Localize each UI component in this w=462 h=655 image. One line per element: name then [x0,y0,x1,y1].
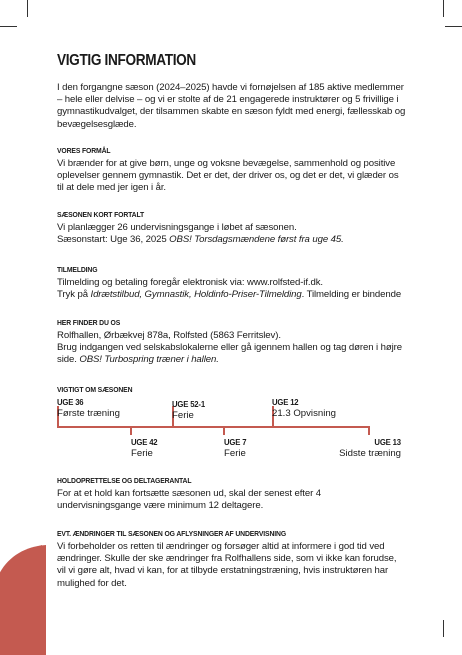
crop-mark [445,26,462,27]
section-text: Vi planlægger 26 undervisningsgange i løbet af sæsonen. Sæsonstart: Uge 36, 2025 OBS! Torsdagsmændene først fra uge 45. [57,222,344,246]
section-heading: HOLDOPRETTELSE OG DELTAGERANTAL [57,476,192,485]
section-text: Vi brænder for at give børn, unge og voksne bevægelse, sammenhold og positive oplevelser gennem gymnastik. Det er det, der driver os, og det er det, vi glæder os til at dele med jer igen i år. [57,158,399,194]
section-saesonen [57,210,407,246]
section-text: Tilmelding og betaling foregår elektronisk via: www.rolfsted-if.dk. Tryk på Idrætstilbud, Gymnastik, Holdinfo-Priser-Tilmelding. Tilmelding er bindende [57,277,402,301]
section-heading: SÆSONEN KORT FORTALT [57,210,145,219]
timeline-item: UGE 36 Første træning [57,397,120,419]
section-text: Vi forbeholder os retten til ændringer og forsøger altid at informere i god tid ved ændringer. Skulle der ske ændringer fra Rolfhallens side, som vi ikke kan forudse, vil vi gøre alt, hvad vi kan, for at tilbyde erstatningstræning, hvis instruktøren har mulighed for det. [57,541,397,589]
decorative-shape [0,545,54,655]
crop-mark [0,26,17,27]
timeline-tick [368,426,370,435]
timeline-item: UGE 12 21.3 Opvisning [272,397,336,419]
section-holdoprettelse [57,476,407,512]
crop-mark [27,0,28,17]
timeline-tick [130,426,132,435]
section-text: Rolfhallen, Ørbækvej 878a, Rolfsted (5863 Ferritslev). Brug indgangen ved selskabslokalerne eller gå igennem hallen og tag døren i højre side. OBS! Turbospring træner i hallen. [57,330,402,366]
section-aendringer [57,529,407,590]
section-heading: VIGTIGT OM SÆSONEN [57,385,133,394]
timeline-item: UGE 13 Sidste træning [339,437,401,459]
timeline-line [57,426,370,428]
section-vigtigt [57,385,407,394]
section-formaal [57,146,407,195]
crop-mark [443,620,444,637]
section-tilmelding [57,265,407,301]
season-timeline [57,396,401,466]
timeline-item: UGE 42 Ferie [131,437,158,459]
timeline-item: UGE 7 Ferie [224,437,247,459]
signup-link-text[interactable]: Tilmelding og betaling foregår elektronisk via: www.rolfsted-if.dk. [57,277,323,288]
section-heading: TILMELDING [57,265,98,274]
section-heading: HER FINDER DU OS [57,318,121,327]
section-heading: VORES FORMÅL [57,146,111,155]
section-findes [57,318,407,367]
timeline-tick [223,426,225,435]
intro-paragraph: I den forgangne sæson (2024–2025) havde vi fornøjelsen af 185 aktive medlemmer – hele eller delvise – og vi er stolte af de 21 engagerede instruktører og 5 frivillige i gymnastikudvalget, der tilsammen skabte en sæson fyldt med energi, fællesskab og bevægelsesglæde. [57,82,406,130]
page-title: VIGTIG INFORMATION [57,52,196,69]
timeline-item: UGE 52-1 Ferie [172,399,205,421]
document-page [57,52,407,589]
section-heading: EVT. ÆNDRINGER TIL SÆSONEN OG AFLYSNINGER AF UNDERVISNING [57,529,287,538]
section-text: For at et hold kan fortsætte sæsonen ud, skal der senest efter 4 undervisningsgange være minimum 12 deltagere. [57,488,321,512]
crop-mark [443,0,444,17]
